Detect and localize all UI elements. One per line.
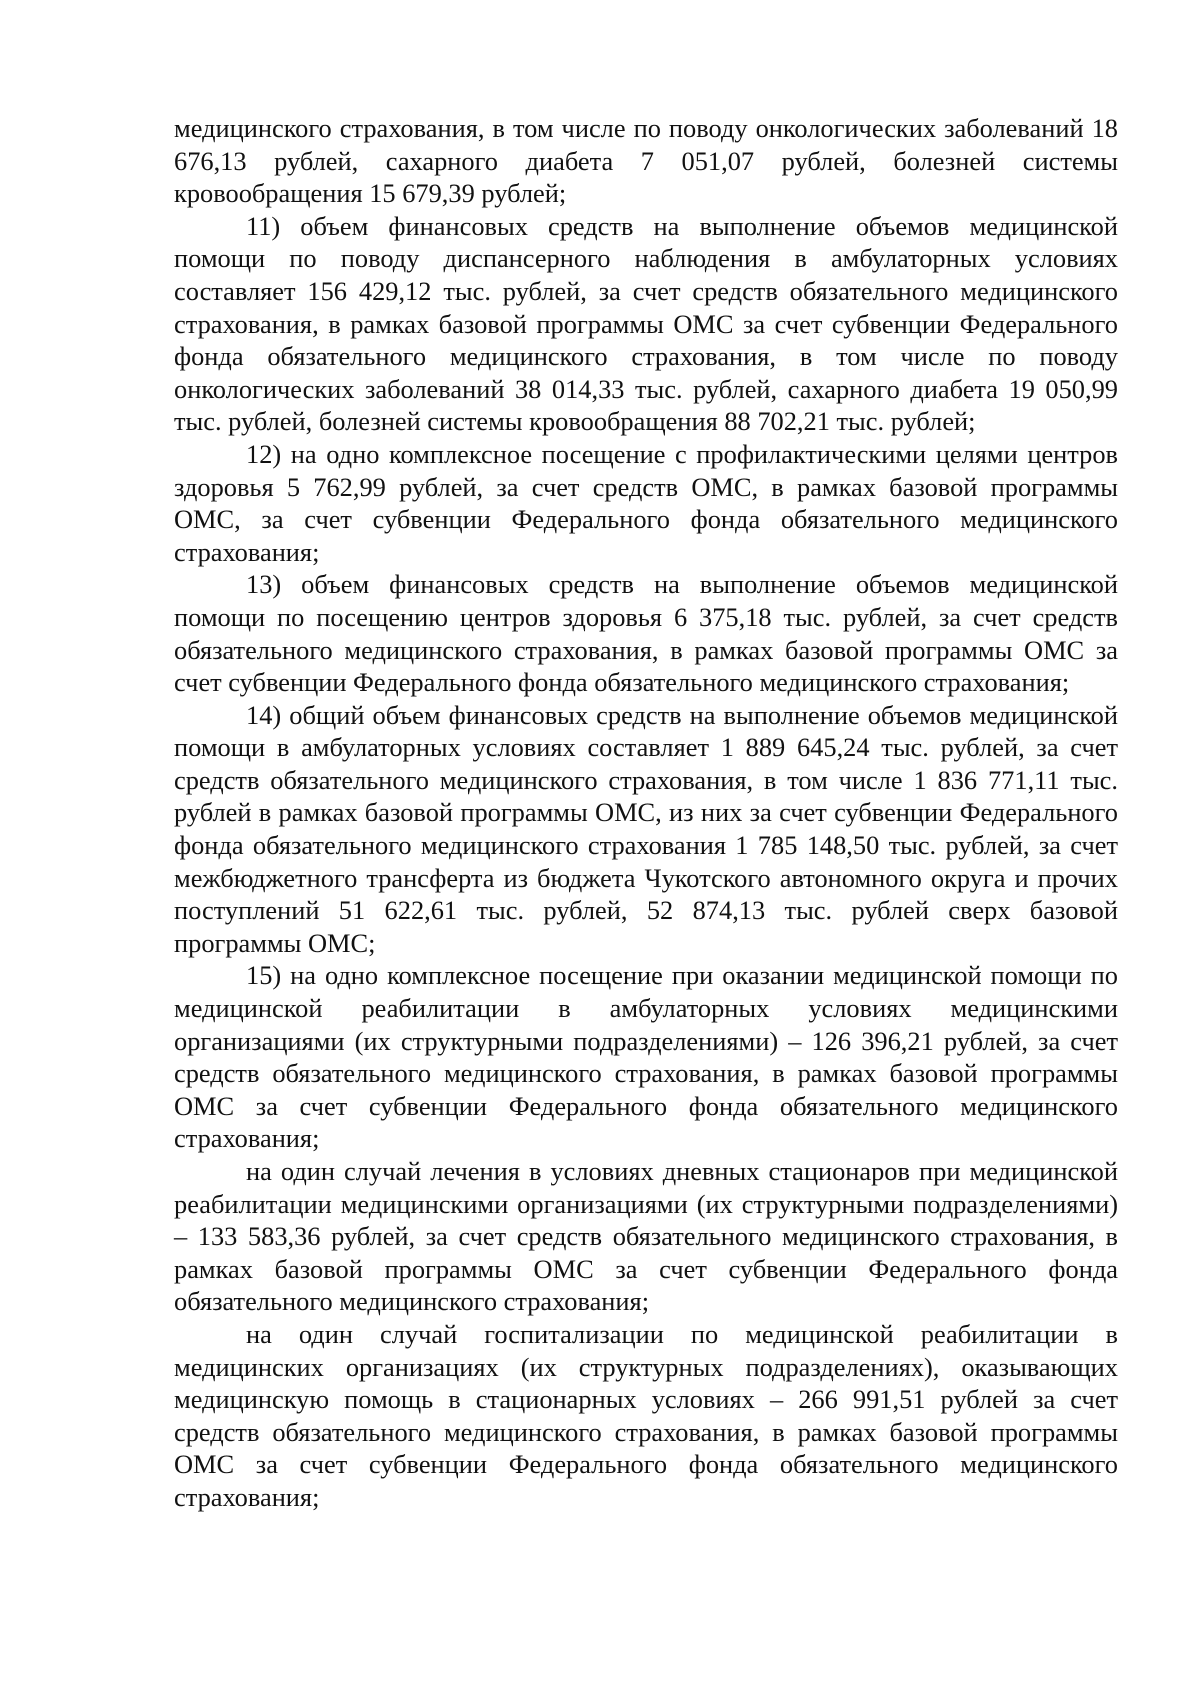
paragraph-item-15: 15) на одно комплексное посещение при оказании медицинской помощи по медицинской реабилитации в амбулаторных условиях медицинскими организациями (их структурными подразделениями) – 126 396,21 рублей, за счет средств обязательного медицинского страхования, в рамках базовой программы ОМС за счет субвенции Федерального фонда обязательного медицинского страхования;: [174, 960, 1118, 1154]
paragraph-item-11: 11) объем финансовых средств на выполнение объемов медицинской помощи по поводу диспансерного наблюдения в амбулаторных условиях составляет 156 429,12 тыс. рублей, за счет средств обязательного медицинского страхования, в рамках базовой программы ОМС за счет субвенции Федерального фонда обязательного медицинского страхования, в том числе по поводу онкологических заболеваний 38 014,33 тыс. рублей, сахарного диабета 19 050,99 тыс. рублей, болезней системы кровообращения 88 702,21 тыс. рублей;: [174, 210, 1118, 437]
paragraph-item-12: 12) на одно комплексное посещение с профилактическими целями центров здоровья 5 762,99 рублей, за счет средств ОМС, в рамках базовой программы ОМС, за счет субвенции Федерального фонда обязательного медицинского страхования;: [174, 438, 1118, 567]
document-page: [174, 112, 1118, 1514]
paragraph-item-13: 13) объем финансовых средств на выполнение объемов медицинской помощи по посещению центров здоровья 6 375,18 тыс. рублей, за счет средств обязательного медицинского страхования, в рамках базовой программы ОМС за счет субвенции Федерального фонда обязательного медицинского страхования;: [174, 569, 1118, 698]
paragraph-item-14: 14) общий объем финансовых средств на выполнение объемов медицинской помощи в амбулаторных условиях составляет 1 889 645,24 тыс. рублей, за счет средств обязательного медицинского страхования, в том числе 1 836 771,11 тыс. рублей в рамках базовой программы ОМС, из них за счет субвенции Федерального фонда обязательного медицинского страхования 1 785 148,50 тыс. рублей, за счет межбюджетного трансферта из бюджета Чукотского автономного округа и прочих поступлений 51 622,61 тыс. рублей, 52 874,13 тыс. рублей сверх базовой программы ОМС;: [174, 699, 1118, 958]
paragraph-hospitalization: на один случай госпитализации по медицинской реабилитации в медицинских организациях (их структурных подразделениях), оказывающих медицинскую помощь в стационарных условиях – 266 991,51 рублей за счет средств обязательного медицинского страхования, в рамках базовой программы ОМС за счет субвенции Федерального фонда обязательного медицинского страхования;: [174, 1318, 1118, 1512]
paragraph-continuation: медицинского страхования, в том числе по поводу онкологических заболеваний 18 676,13 рублей, сахарного диабета 7 051,07 рублей, болезней системы кровообращения 15 679,39 рублей;: [174, 113, 1118, 209]
paragraph-day-hospital: на один случай лечения в условиях дневных стационаров при медицинской реабилитации медицинскими организациями (их структурными подразделениями) – 133 583,36 рублей, за счет средств обязательного медицинского страхования, в рамках базовой программы ОМС за счет субвенции Федерального фонда обязательного медицинского страхования;: [174, 1156, 1118, 1317]
